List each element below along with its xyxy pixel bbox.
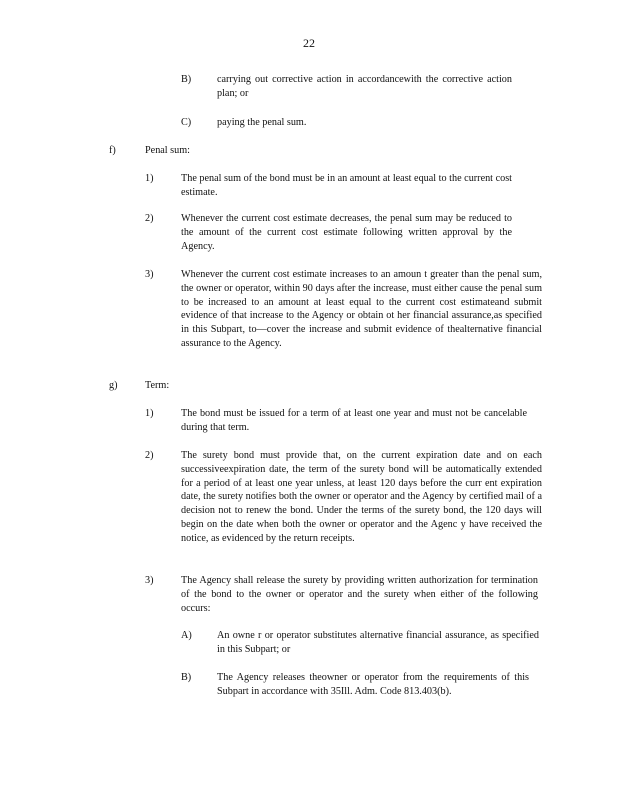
- section-heading: Penal sum:: [145, 145, 190, 156]
- list-item-text: carrying out corrective action in accordancewith the corrective action plan; or: [217, 74, 512, 99]
- section-heading: Term:: [145, 380, 170, 391]
- list-item-text: paying the penal sum.: [217, 117, 307, 128]
- list-item-text: An owne r or operator substitutes alternative financial assurance, as specified in this Subpart; or: [217, 630, 539, 655]
- page-number: 22: [303, 36, 315, 50]
- list-item-text: The Agency releases theowner or operator from the requirements of this Subpart in accordance with 35Ill. Adm. Code 813.403(b).: [217, 672, 529, 697]
- section-label: f): [109, 145, 116, 156]
- list-label: 1): [145, 173, 154, 184]
- list-item-text: Whenever the current cost estimate increases to an amoun t greater than the penal sum, the owner or operator, within 90 days after the increase, must either cause the penal sum to be increased to an amount at least equal to the current cost estimateand submit evidence of that increase to the Agency or obtain ot her financial assurance,as specified in this Subpart, to—cover the increase and submit evidence of thealternative financial assurance to the Agency.: [181, 269, 542, 349]
- list-item-text: The surety bond must provide that, on the current expiration date and on each successiveexpiration date, the term of the surety bond will be automatically extended for a period of at least one year unless, at least 120 days before the curr ent expiration date, the surety notifies both the owner or operator and the Agency by certified mail of a decision not to renew the bond. Under the terms of the surety bond, the 120 days will begin on the date when both the owner or operator and the Agenc y have received the notice, as evidenced by the return receipts.: [181, 450, 542, 544]
- list-label: 3): [145, 575, 154, 586]
- list-item-text: Whenever the current cost estimate decreases, the penal sum may be reduced to the amount of the current cost estimate following written approval by the Agency.: [181, 213, 512, 252]
- list-label: B): [181, 672, 192, 683]
- list-label: 1): [145, 408, 154, 419]
- list-item-text: The penal sum of the bond must be in an amount at least equal to the current cost estimate.: [181, 173, 512, 198]
- section-label: g): [109, 380, 118, 391]
- list-label: B): [181, 74, 192, 85]
- list-label: 3): [145, 269, 154, 280]
- list-label: 2): [145, 450, 154, 461]
- list-label: 2): [145, 213, 154, 224]
- list-item-text: The Agency shall release the surety by providing written authorization for termination of the bond to the owner or operator and the surety when either of the following occurs:: [181, 575, 538, 614]
- list-item-text: The bond must be issued for a term of at least one year and must not be cancelable during that term.: [181, 408, 527, 433]
- list-label: A): [181, 630, 192, 641]
- list-label: C): [181, 117, 192, 128]
